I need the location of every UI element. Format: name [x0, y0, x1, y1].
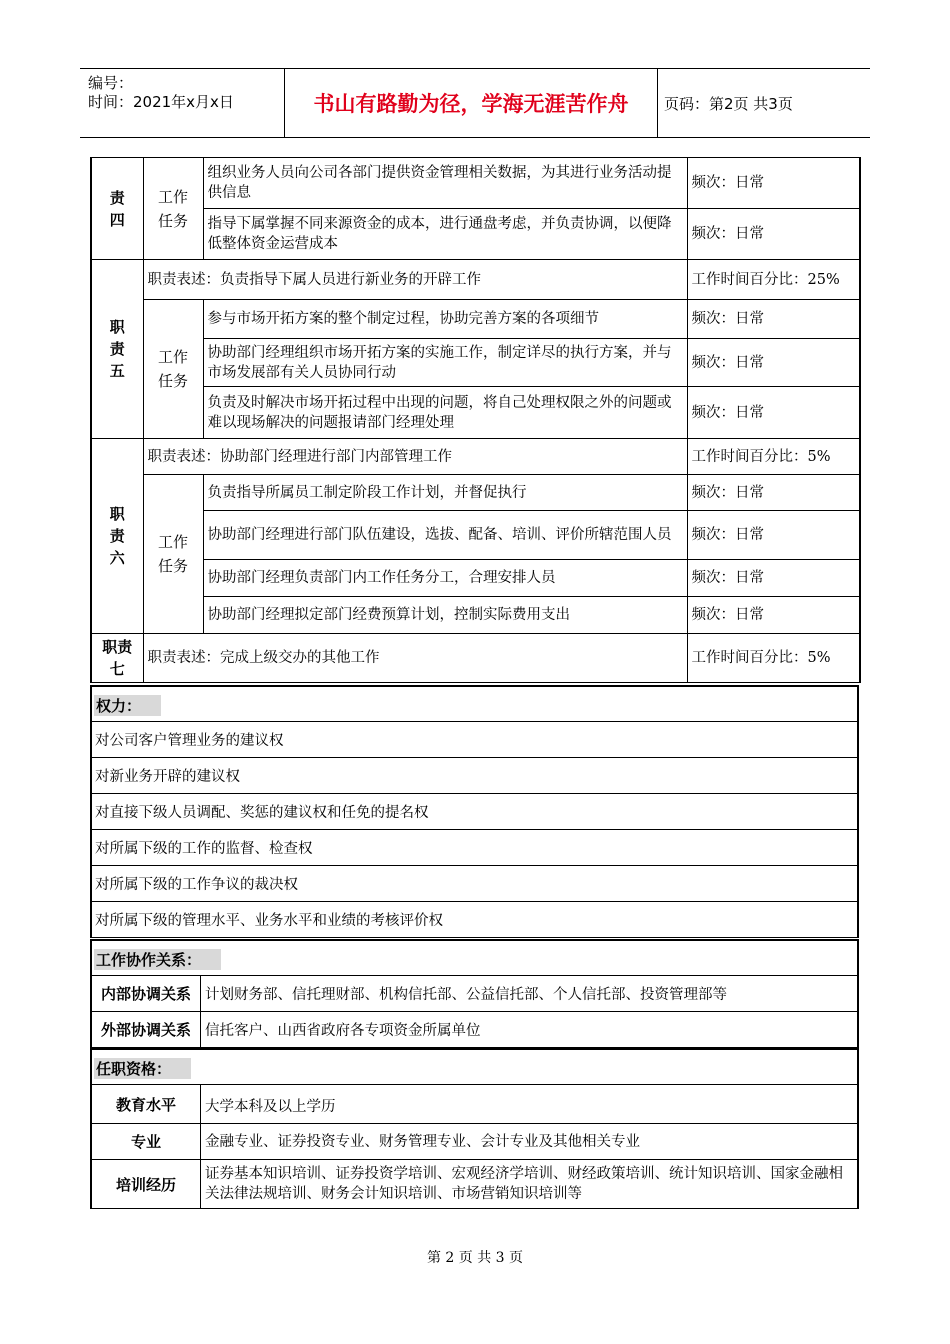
education-value: 大学本科及以上学历	[205, 1099, 336, 1115]
duty6-name: 职 责 六	[91, 439, 143, 634]
training-value: 证券基本知识培训、证券投资学培训、宏观经济学培训、财经政策培训、统计知识培训、国家金融相关法律法规培训、财务会计知识培训、市场营销知识培训等	[205, 1166, 843, 1202]
power-item: 对所属下级的工作的监督、检查权	[90, 830, 859, 866]
power-item: 对所属下级的管理水平、业务水平和业绩的考核评价权	[90, 902, 859, 938]
task-text: 负责及时解决市场开拓过程中出现的问题，将自己处理权限之外的问题或难以现场解决的问题报请部门经理处理	[203, 387, 687, 439]
duty6-time-percentage: 工作时间百分比：5%	[687, 439, 860, 475]
task-text: 协助部门经理进行部门队伍建设，选拔、配备、培训、评价所辖范围人员	[203, 511, 687, 560]
task-frequency: 频次：日常	[687, 300, 860, 339]
power-item: 对所属下级的工作争议的裁决权	[90, 866, 859, 902]
duty7-time-percentage: 工作时间百分比：5%	[687, 634, 860, 683]
duty5-task-row	[91, 387, 860, 439]
internal-relations-value: 计划财务部、信托理财部、机构信托部、公益信托部、个人信托部、投资管理部等	[205, 987, 727, 1003]
major-row	[90, 1124, 859, 1160]
duty5-task-row	[91, 300, 860, 339]
code-label: 编号：	[88, 74, 134, 92]
duty5-description: 职责表述：负责指导下属人员进行新业务的开辟工作	[143, 260, 687, 300]
external-relations-label: 外部协调关系	[92, 1012, 201, 1047]
task-frequency: 频次：日常	[687, 158, 860, 209]
external-relations-row	[90, 1012, 859, 1048]
duty5-task-row	[91, 339, 860, 387]
task-frequency: 频次：日常	[687, 597, 860, 634]
powers-section	[90, 685, 859, 938]
duty5-task-label: 工作 任务	[143, 300, 203, 439]
duty7-description: 职责表述：完成上级交办的其他工作	[143, 634, 687, 683]
education-row	[90, 1085, 859, 1124]
internal-relations-row	[90, 976, 859, 1012]
duty6-task-label: 工作 任务	[143, 475, 203, 634]
duty6-description: 职责表述：协助部门经理进行部门内部管理工作	[143, 439, 687, 475]
task-text: 参与市场开拓方案的整个制定过程，协助完善方案的各项细节	[203, 300, 687, 339]
task-text: 组织业务人员向公司各部门提供资金管理相关数据，为其进行业务活动提供信息	[203, 158, 687, 209]
task-text: 协助部门经理拟定部门经费预算计划，控制实际费用支出	[203, 597, 687, 634]
education-label: 教育水平	[92, 1085, 201, 1123]
duty4-task-row	[91, 158, 860, 209]
duties-table	[90, 157, 861, 683]
relations-heading: 工作协作关系：	[90, 939, 859, 976]
qualifications-section	[90, 1048, 859, 1209]
motto: 书山有路勤为径，学海无涯苦作舟	[284, 69, 658, 137]
duty4-name: 责 四	[91, 158, 143, 260]
duty7-row	[91, 634, 860, 683]
duty6-task-row	[91, 597, 860, 634]
task-frequency: 频次：日常	[687, 560, 860, 597]
duty5-desc-row	[91, 260, 860, 300]
task-frequency: 频次：日常	[687, 209, 860, 260]
power-item: 对公司客户管理业务的建议权	[90, 722, 859, 758]
relations-section	[90, 939, 859, 1048]
duty5-time-percentage: 工作时间百分比：25%	[687, 260, 860, 300]
task-text: 负责指导所属员工制定阶段工作计划，并督促执行	[203, 475, 687, 511]
task-text: 协助部门经理组织市场开拓方案的实施工作，制定详尽的执行方案，并与市场发展部有关人员协同行动	[203, 339, 687, 387]
task-text: 指导下属掌握不同来源资金的成本，进行通盘考虑，并负责协调，以便降低整体资金运营成本	[203, 209, 687, 260]
training-label: 培训经历	[92, 1160, 201, 1208]
page-header	[80, 68, 870, 138]
page-label: 页码：第2页 共3页	[664, 94, 793, 113]
duty6-task-row	[91, 475, 860, 511]
time-label: 时间：2021年x月x日	[88, 93, 234, 111]
training-row	[90, 1160, 859, 1209]
page-footer: 第 2 页 共 3 页	[426, 1250, 524, 1266]
duty6-task-row	[91, 560, 860, 597]
header-meta	[80, 69, 284, 137]
power-item: 对直接下级人员调配、奖惩的建议权和任免的提名权	[90, 794, 859, 830]
major-value: 金融专业、证券投资专业、财务管理专业、会计专业及其他相关专业	[205, 1133, 640, 1150]
duty6-desc-row	[91, 439, 860, 475]
qualifications-heading: 任职资格：	[90, 1048, 859, 1085]
duty6-task-row	[91, 511, 860, 560]
task-frequency: 频次：日常	[687, 511, 860, 560]
task-frequency: 频次：日常	[687, 475, 860, 511]
task-text: 协助部门经理负责部门内工作任务分工，合理安排人员	[203, 560, 687, 597]
external-relations-value: 信托客户、山西省政府各专项资金所属单位	[205, 1023, 481, 1039]
duty5-name: 职 责 五	[91, 260, 143, 439]
internal-relations-label: 内部协调关系	[92, 976, 201, 1011]
powers-heading: 权力：	[90, 685, 859, 722]
duty7-name: 职责 七	[91, 634, 143, 683]
duty4-task-row	[91, 209, 860, 260]
duty4-task-label: 工作 任务	[143, 158, 203, 260]
power-item: 对新业务开辟的建议权	[90, 758, 859, 794]
major-label: 专业	[92, 1124, 201, 1159]
task-frequency: 频次：日常	[687, 387, 860, 439]
task-frequency: 频次：日常	[687, 339, 860, 387]
